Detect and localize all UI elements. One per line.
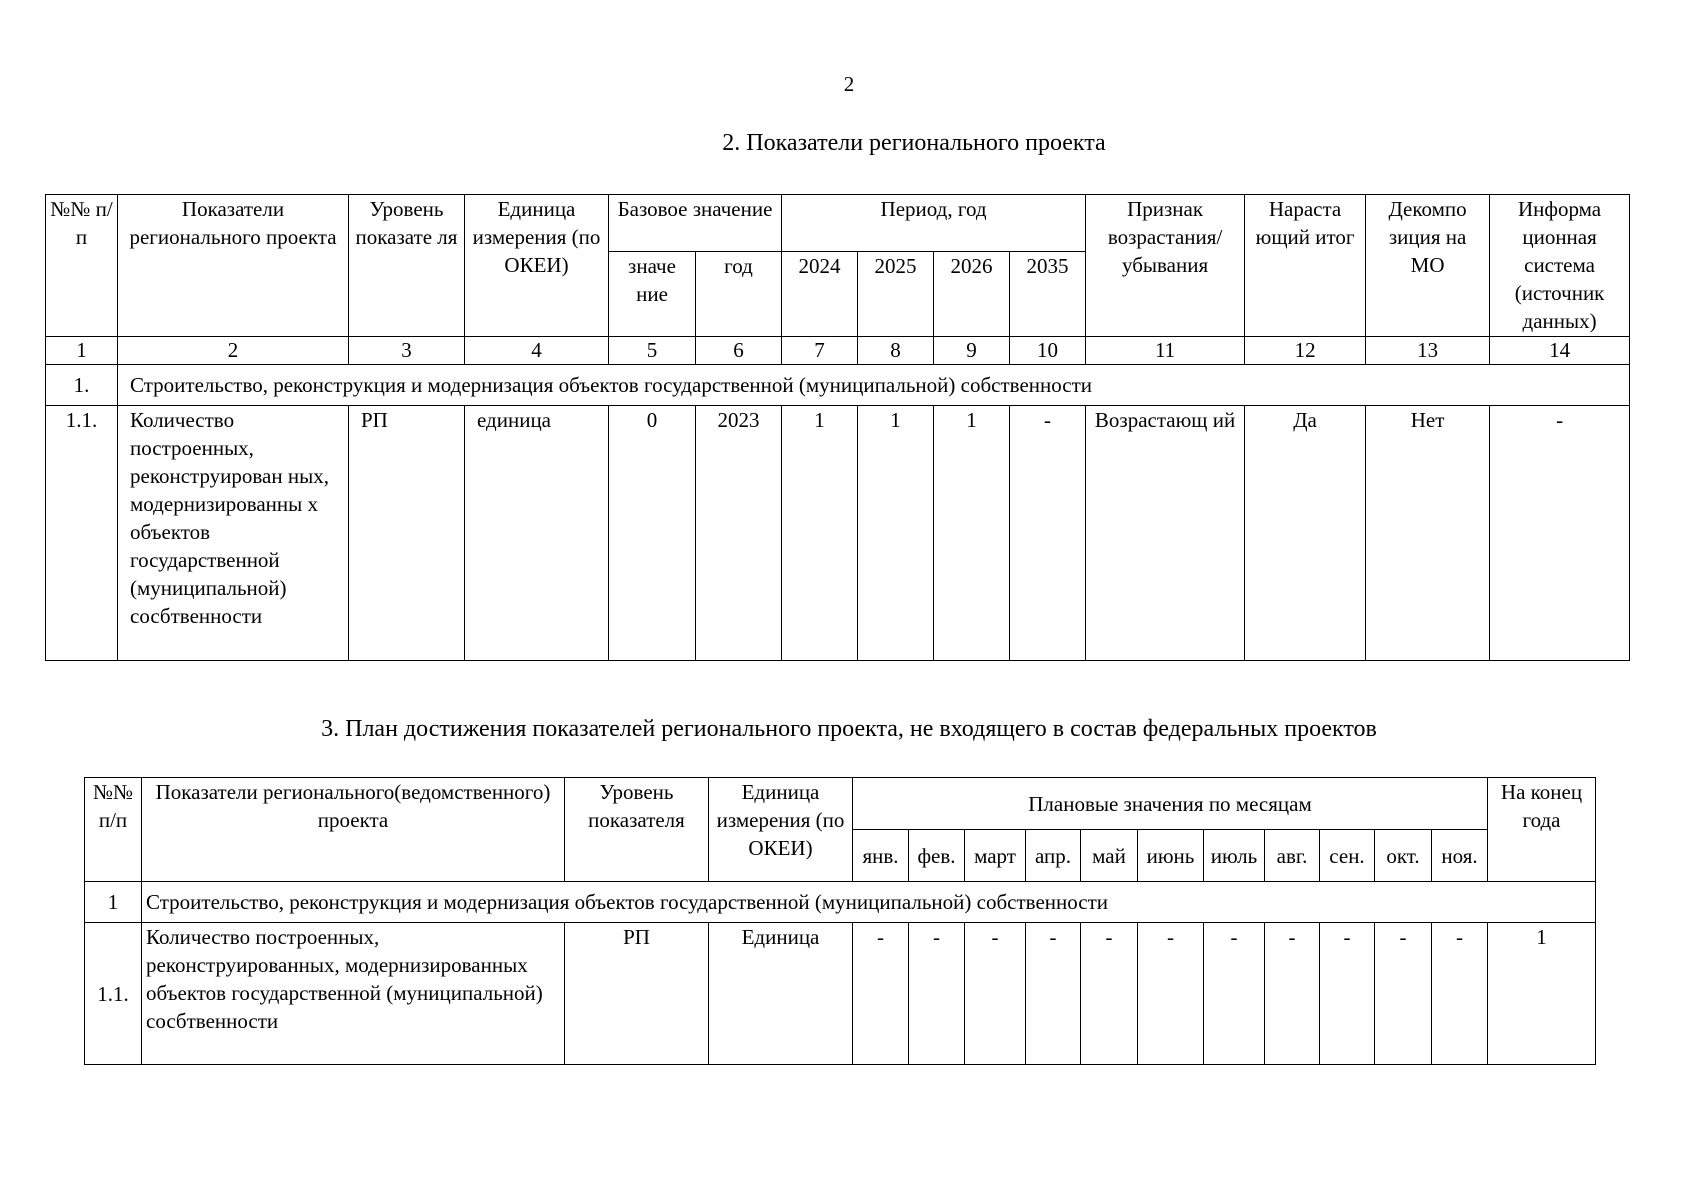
section-3-title: 3. План достижения показателей регионального проекта, не входящего в состав федеральных проектов (321, 716, 1377, 742)
column-number: 10 (1010, 337, 1086, 365)
row-month-value: - (1138, 923, 1204, 1065)
page-number: 2 (843, 72, 855, 96)
row-year-end: 1 (1488, 923, 1596, 1065)
group-number: 1 (85, 882, 142, 923)
row-level: РП (349, 406, 465, 661)
row-indicator: Количество построенных, реконструирован ных, модернизированны х объектов государственной (муниципальной) сосбтвенности (118, 406, 349, 661)
header-monthly: Плановые значения по месяцам (853, 778, 1488, 830)
column-number: 3 (349, 337, 465, 365)
header-cumulative: Нараста ющий итог (1245, 195, 1366, 337)
row-value-2035: - (1010, 406, 1086, 661)
column-number: 11 (1086, 337, 1245, 365)
row-month-value: - (1265, 923, 1320, 1065)
header-year-2024: 2024 (782, 252, 858, 337)
header-base: Базовое значение (609, 195, 782, 252)
header-base-year: год (696, 252, 782, 337)
header-year-end: На конец года (1488, 778, 1596, 882)
header-level: Уровень показателя (565, 778, 709, 882)
row-month-value: - (853, 923, 909, 1065)
row-level: РП (565, 923, 709, 1065)
row-number: 1.1. (85, 923, 142, 1065)
column-number: 8 (858, 337, 934, 365)
table-row (46, 406, 1630, 661)
header-month: авг. (1265, 830, 1320, 882)
column-number: 1 (46, 337, 118, 365)
row-base-value: 0 (609, 406, 696, 661)
column-number: 13 (1366, 337, 1490, 365)
header-indicator: Показатели регионального проекта (118, 195, 349, 337)
row-month-value: - (909, 923, 965, 1065)
group-title: Строительство, реконструкция и модернизация объектов государственной (муниципальной) собственности (142, 882, 1596, 923)
row-value-2024: 1 (782, 406, 858, 661)
header-month: март (965, 830, 1026, 882)
indicators-table (45, 194, 1630, 661)
header-month: янв. (853, 830, 909, 882)
row-unit: Единица (709, 923, 853, 1065)
header-trend: Признак возрастания/ убывания (1086, 195, 1245, 337)
header-info-system: Информа ционная система (источник данных) (1490, 195, 1630, 337)
row-unit: единица (465, 406, 609, 661)
row-month-value: - (965, 923, 1026, 1065)
plan-table (84, 777, 1596, 1065)
header-year-2026: 2026 (934, 252, 1010, 337)
header-level: Уровень показате ля (349, 195, 465, 337)
header-indicator: Показатели регионального(ведомственного) проекта (142, 778, 565, 882)
group-number: 1. (46, 365, 118, 406)
header-month: апр. (1026, 830, 1081, 882)
row-base-year: 2023 (696, 406, 782, 661)
header-month: июнь (1138, 830, 1204, 882)
row-indicator: Количество построенных, реконструированных, модернизированных объектов государственной (муниципальной) сосбтвенности (142, 923, 565, 1065)
header-month: сен. (1320, 830, 1375, 882)
row-month-value: - (1375, 923, 1432, 1065)
row-trend: Возрастающ ий (1086, 406, 1245, 661)
row-value-2025: 1 (858, 406, 934, 661)
header-unit: Единица измерения (по ОКЕИ) (465, 195, 609, 337)
header-year-2025: 2025 (858, 252, 934, 337)
row-value-2026: 1 (934, 406, 1010, 661)
group-title: Строительство, реконструкция и модернизация объектов государственной (муниципальной) собственности (118, 365, 1630, 406)
row-number: 1.1. (46, 406, 118, 661)
row-month-value: - (1081, 923, 1138, 1065)
column-number: 5 (609, 337, 696, 365)
section-2-title: 2. Показатели регионального проекта (722, 130, 1106, 156)
column-number: 2 (118, 337, 349, 365)
column-number: 14 (1490, 337, 1630, 365)
header-base-value: значе ние (609, 252, 696, 337)
header-month: ноя. (1432, 830, 1488, 882)
header-num: №№ п/п (46, 195, 118, 337)
header-month: окт. (1375, 830, 1432, 882)
header-period: Период, год (782, 195, 1086, 252)
header-year-2035: 2035 (1010, 252, 1086, 337)
column-number: 6 (696, 337, 782, 365)
row-month-value: - (1204, 923, 1265, 1065)
header-month: фев. (909, 830, 965, 882)
column-number: 7 (782, 337, 858, 365)
header-unit: Единица измерения (по ОКЕИ) (709, 778, 853, 882)
header-num: №№ п/п (85, 778, 142, 882)
row-info-system: - (1490, 406, 1630, 661)
header-decomposition: Декомпо зиция на МО (1366, 195, 1490, 337)
row-decomposition: Нет (1366, 406, 1490, 661)
table-row (85, 923, 1596, 1065)
row-month-value: - (1026, 923, 1081, 1065)
column-number: 9 (934, 337, 1010, 365)
row-month-value: - (1432, 923, 1488, 1065)
column-number: 12 (1245, 337, 1366, 365)
header-month: июль (1204, 830, 1265, 882)
header-month: май (1081, 830, 1138, 882)
row-cumulative: Да (1245, 406, 1366, 661)
column-number: 4 (465, 337, 609, 365)
row-month-value: - (1320, 923, 1375, 1065)
